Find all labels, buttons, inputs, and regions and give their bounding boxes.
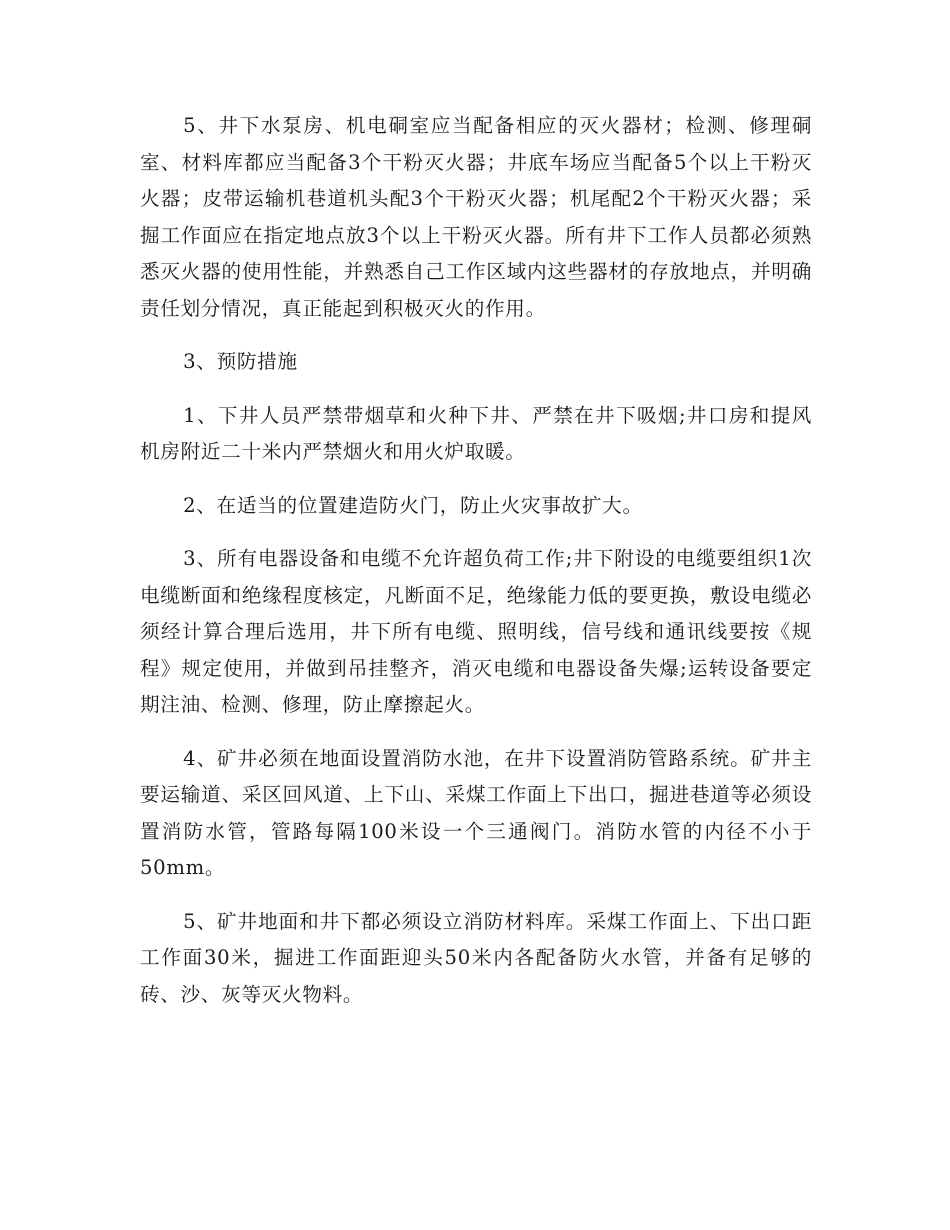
paragraph-no-smoking: 1、下井人员严禁带烟草和火种下井、严禁在井下吸烟;井口房和提风机房附近二十米内严禁烟火和用火炉取暖。 (140, 403, 812, 463)
paragraph-electrical-equipment: 3、所有电器设备和电缆不允许超负荷工作;井下附设的电缆要组织1次电缆断面和绝缘程度核定，凡断面不足，绝缘能力低的要更换，敷设电缆必须经计算合理后选用，井下所有电缆、照明线，信号线和通讯线要按《规程》规定使用，并做到吊挂整齐，消灭电缆和电器设备失爆;运转设备要定期注油、检测、修理，防止摩擦起火。 (140, 547, 812, 716)
paragraph-fire-doors: 2、在适当的位置建造防火门，防止火灾事故扩大。 (183, 493, 643, 517)
paragraph-fire-water-system: 4、矿井必须在地面设置消防水池，在井下设置消防管路系统。矿井主要运输道、采区回风道、上下山、采煤工作面上下出口，掘进巷道等必须设置消防水管，管路每隔100米设一个三通阀门。消防水管的内径不小于50mm。 (140, 746, 812, 879)
section-heading-prevention-measures: 3、预防措施 (183, 350, 298, 373)
document-body (140, 108, 812, 1030)
paragraph-fire-material-storage: 5、矿井地面和井下都必须设立消防材料库。采煤工作面上、下出口距工作面30米，掘进工作面距迎头50米内各配备防火水管，并备有足够的砖、沙、灰等灭火物料。 (140, 909, 812, 1006)
paragraph-extinguisher-allocation: 5、井下水泵房、机电硐室应当配备相应的灭火器材；检测、修理硐室、材料库都应当配备3个干粉灭火器；井底车场应当配备5个以上干粉灭火器；皮带运输机巷道机头配3个干粉灭火器；机尾配2个干粉灭火器；采掘工作面应在指定地点放3个以上干粉灭火器。所有井下工作人员都必须熟悉灭火器的使用性能，并熟悉自己工作区域内这些器材的存放地点，并明确责任划分情况，真正能起到积极灭火的作用。 (140, 114, 812, 320)
